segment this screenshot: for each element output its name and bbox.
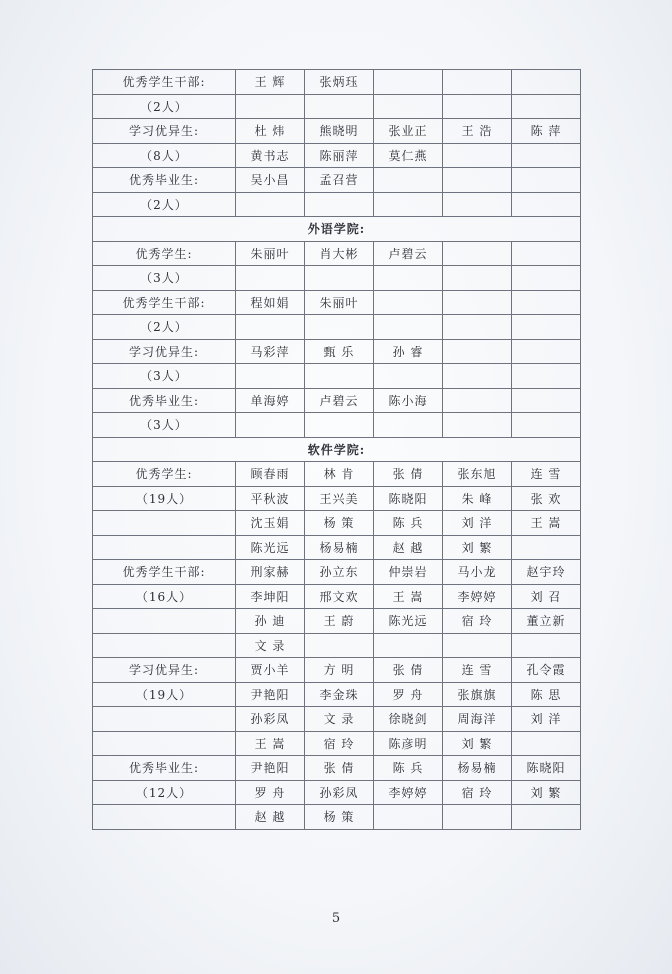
empty-cell [374,364,443,389]
empty-cell [512,70,581,95]
student-name: 杨易楠 [305,535,374,560]
student-name: 刘 繁 [443,731,512,756]
student-name: 张 倩 [374,462,443,487]
student-name: 肖大彬 [305,241,374,266]
roster-body [93,70,581,830]
student-name: 邢文欢 [305,584,374,609]
empty-cell [443,364,512,389]
table-row [93,609,581,634]
table-row [93,560,581,585]
award-count: （19人） [93,486,236,511]
student-name: 李坤阳 [236,584,305,609]
empty-cell [512,413,581,438]
student-name: 顾春雨 [236,462,305,487]
student-name: 莫仁燕 [374,143,443,168]
empty-cell [512,94,581,119]
student-name: 刘 繁 [443,535,512,560]
table-row [93,805,581,830]
table-row [93,413,581,438]
award-category: 优秀学生干部: [93,560,236,585]
student-name: 陈晓阳 [374,486,443,511]
empty-cell [443,290,512,315]
empty-label-cell [93,707,236,732]
table-row [93,168,581,193]
empty-cell [374,192,443,217]
table-row [93,511,581,536]
student-name: 孙 迪 [236,609,305,634]
student-name: 张东旭 [443,462,512,487]
student-name: 赵 越 [374,535,443,560]
student-name: 林 肯 [305,462,374,487]
table-row [93,486,581,511]
student-name: 刘 召 [512,584,581,609]
student-name: 陈 萍 [512,119,581,144]
empty-cell [512,535,581,560]
student-name: 李婷婷 [443,584,512,609]
student-name: 朱丽叶 [236,241,305,266]
empty-cell [512,168,581,193]
empty-cell [443,315,512,340]
student-name: 陈彦明 [374,731,443,756]
award-count: （2人） [93,192,236,217]
empty-cell [443,266,512,291]
table-row [93,241,581,266]
award-count: （3人） [93,364,236,389]
student-name: 刘 洋 [443,511,512,536]
student-name: 平秋波 [236,486,305,511]
award-category: 优秀学生: [93,462,236,487]
student-name: 卢碧云 [305,388,374,413]
empty-cell [443,168,512,193]
empty-cell [512,290,581,315]
student-name: 陈丽萍 [305,143,374,168]
student-name: 杨易楠 [443,756,512,781]
empty-cell [512,339,581,364]
student-name: 连 雪 [443,658,512,683]
empty-cell [443,192,512,217]
empty-cell [512,388,581,413]
student-name: 赵宇玲 [512,560,581,585]
student-name: 李金珠 [305,682,374,707]
section-title: 外语学院: [93,217,581,242]
empty-cell [374,266,443,291]
empty-cell [236,94,305,119]
student-name: 张炳珏 [305,70,374,95]
empty-cell [305,192,374,217]
award-count: （19人） [93,682,236,707]
award-category: 学习优异生: [93,339,236,364]
table-row [93,633,581,658]
student-name: 张旗旗 [443,682,512,707]
empty-cell [305,364,374,389]
student-name: 刘 洋 [512,707,581,732]
student-name: 刘 繁 [512,780,581,805]
award-category: 优秀毕业生: [93,388,236,413]
student-name: 张 倩 [305,756,374,781]
student-name: 陈 兵 [374,511,443,536]
empty-cell [305,315,374,340]
student-name: 陈光远 [374,609,443,634]
empty-cell [374,315,443,340]
empty-cell [512,731,581,756]
empty-cell [443,413,512,438]
student-name: 马小龙 [443,560,512,585]
table-row [93,462,581,487]
empty-cell [305,266,374,291]
empty-cell [512,633,581,658]
student-name: 杨 策 [305,511,374,536]
student-name: 熊晓明 [305,119,374,144]
student-name: 周海洋 [443,707,512,732]
student-name: 孙立东 [305,560,374,585]
empty-cell [374,94,443,119]
award-count: （3人） [93,266,236,291]
empty-cell [374,633,443,658]
student-name: 张 倩 [374,658,443,683]
student-name: 宿 玲 [443,609,512,634]
empty-label-cell [93,633,236,658]
award-category: 优秀学生干部: [93,290,236,315]
student-name: 宿 玲 [305,731,374,756]
student-name: 孙彩凤 [305,780,374,805]
empty-label-cell [93,535,236,560]
empty-cell [512,241,581,266]
award-count: （3人） [93,413,236,438]
student-name: 朱 峰 [443,486,512,511]
award-count: （16人） [93,584,236,609]
empty-cell [305,633,374,658]
empty-cell [443,94,512,119]
student-name: 王 浩 [443,119,512,144]
award-count: （8人） [93,143,236,168]
student-name: 尹艳阳 [236,756,305,781]
student-name: 连 雪 [512,462,581,487]
student-name: 甄 乐 [305,339,374,364]
award-roster-table [92,69,581,830]
empty-cell [236,413,305,438]
student-name: 朱丽叶 [305,290,374,315]
empty-cell [443,339,512,364]
award-category: 学习优异生: [93,658,236,683]
table-row [93,584,581,609]
empty-cell [374,168,443,193]
empty-cell [512,805,581,830]
empty-cell [443,388,512,413]
student-name: 单海婷 [236,388,305,413]
table-row [93,535,581,560]
empty-cell [512,364,581,389]
empty-label-cell [93,731,236,756]
student-name: 陈 思 [512,682,581,707]
award-category: 学习优异生: [93,119,236,144]
student-name: 仲崇岩 [374,560,443,585]
student-name: 赵 越 [236,805,305,830]
student-name: 方 明 [305,658,374,683]
table-row [93,658,581,683]
empty-cell [512,266,581,291]
student-name: 王 辉 [236,70,305,95]
student-name: 董立新 [512,609,581,634]
section-header-row [93,217,581,242]
empty-cell [236,192,305,217]
student-name: 李婷婷 [374,780,443,805]
empty-label-cell [93,609,236,634]
empty-label-cell [93,511,236,536]
section-header-row [93,437,581,462]
student-name: 卢碧云 [374,241,443,266]
student-name: 杜 炜 [236,119,305,144]
empty-cell [512,192,581,217]
student-name: 尹艳阳 [236,682,305,707]
student-name: 陈 兵 [374,756,443,781]
table-row [93,731,581,756]
student-name: 罗 舟 [374,682,443,707]
table-row [93,364,581,389]
table-row [93,682,581,707]
student-name: 马彩萍 [236,339,305,364]
award-category: 优秀学生干部: [93,70,236,95]
student-name: 陈小海 [374,388,443,413]
student-name: 贾小羊 [236,658,305,683]
student-name: 陈光远 [236,535,305,560]
student-name: 孙彩凤 [236,707,305,732]
empty-label-cell [93,805,236,830]
student-name: 张业正 [374,119,443,144]
student-name: 文 录 [236,633,305,658]
empty-cell [305,94,374,119]
student-name: 孔令霞 [512,658,581,683]
student-name: 王兴美 [305,486,374,511]
table-row [93,192,581,217]
table-row [93,70,581,95]
empty-cell [443,633,512,658]
empty-cell [374,70,443,95]
empty-cell [236,266,305,291]
table-row [93,388,581,413]
student-name: 王 蔚 [305,609,374,634]
student-name: 王 嵩 [236,731,305,756]
empty-cell [305,413,374,438]
student-name: 罗 舟 [236,780,305,805]
student-name: 吴小昌 [236,168,305,193]
award-category: 优秀毕业生: [93,756,236,781]
table-row [93,94,581,119]
student-name: 黄书志 [236,143,305,168]
student-name: 王 嵩 [374,584,443,609]
table-row [93,266,581,291]
empty-cell [512,315,581,340]
page-number: 5 [331,911,341,926]
student-name: 孟召营 [305,168,374,193]
table-row [93,707,581,732]
empty-cell [443,241,512,266]
student-name: 杨 策 [305,805,374,830]
student-name: 王 嵩 [512,511,581,536]
award-category: 优秀学生: [93,241,236,266]
table-row [93,339,581,364]
table-row [93,780,581,805]
empty-cell [374,805,443,830]
empty-cell [236,315,305,340]
award-count: （2人） [93,94,236,119]
student-name: 文 录 [305,707,374,732]
student-name: 陈晓阳 [512,756,581,781]
student-name: 刑家赫 [236,560,305,585]
empty-cell [236,364,305,389]
table-row [93,119,581,144]
empty-cell [443,143,512,168]
student-name: 孙 睿 [374,339,443,364]
table-row [93,290,581,315]
empty-cell [443,805,512,830]
table-row [93,756,581,781]
award-count: （2人） [93,315,236,340]
table-row [93,143,581,168]
student-name: 徐晓剑 [374,707,443,732]
student-name: 程如娟 [236,290,305,315]
empty-cell [374,290,443,315]
student-name: 张 欢 [512,486,581,511]
award-count: （12人） [93,780,236,805]
empty-cell [512,143,581,168]
award-category: 优秀毕业生: [93,168,236,193]
section-title: 软件学院: [93,437,581,462]
table-row [93,315,581,340]
student-name: 沈玉娟 [236,511,305,536]
empty-cell [374,413,443,438]
empty-cell [443,70,512,95]
student-name: 宿 玲 [443,780,512,805]
